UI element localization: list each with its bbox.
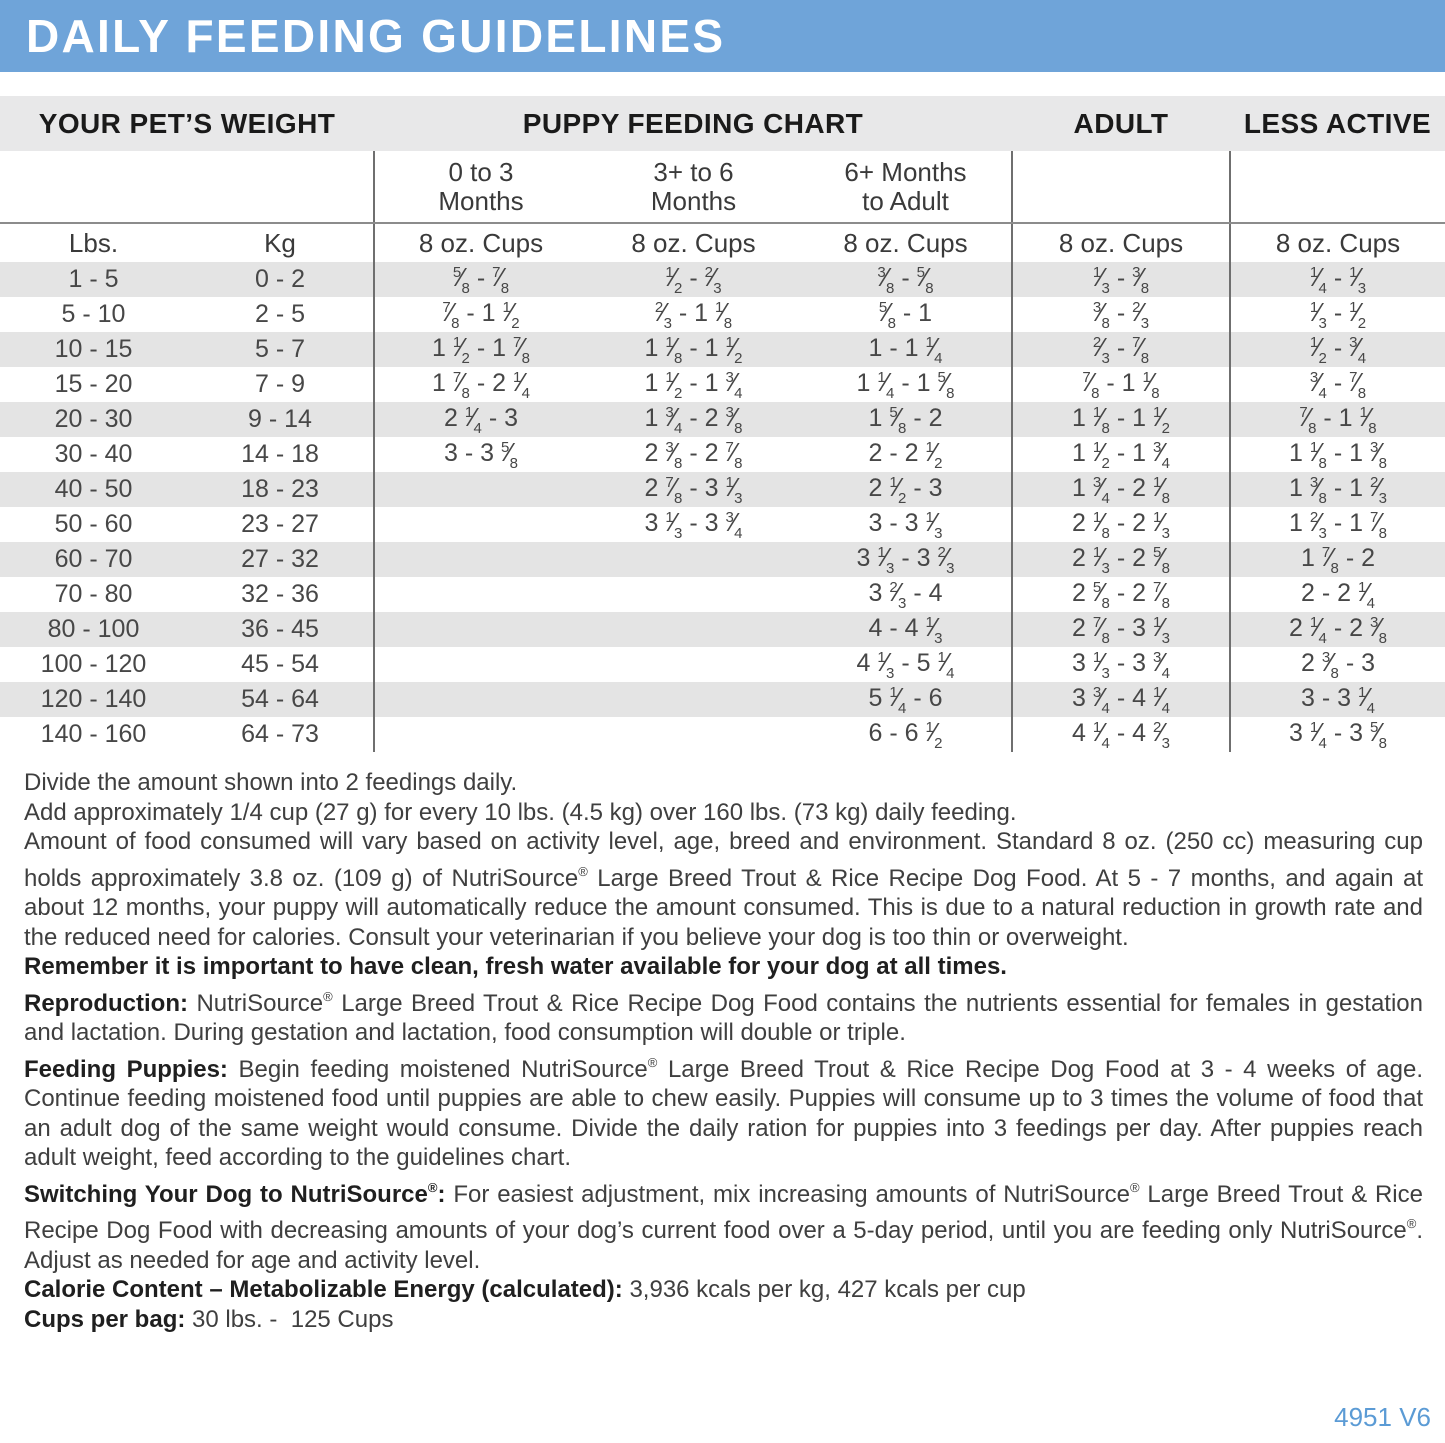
less-active-cell: $^7⁄_8 - 1$ $^1⁄_8$ bbox=[1230, 402, 1445, 437]
weight-kg-cell: 18 - 23 bbox=[187, 472, 374, 507]
weight-lbs-cell: 140 - 160 bbox=[40, 720, 147, 748]
puppy-3-6-cell bbox=[587, 682, 800, 717]
age-header-6-adult: 6+ Months to Adult bbox=[800, 151, 1012, 223]
cups-label: Cups per bag: bbox=[24, 1305, 186, 1333]
section-feeding-puppies bbox=[24, 1048, 1423, 1173]
table-row bbox=[0, 507, 1445, 542]
table-row bbox=[0, 682, 1445, 717]
age-header-less-spacer bbox=[1230, 151, 1445, 223]
adult-cell: 1 $^3⁄_4 - 2$ $^1⁄_8$ bbox=[1012, 472, 1230, 507]
weight-lbs-cell: 50 - 60 bbox=[54, 510, 133, 538]
section-text: Begin feeding moistened NutriSource® Large Breed Trout & Rice Recipe Dog Food at 3 - 4 weeks of age. Continue feeding moistened food until puppies are able to chew easily. Puppies will consume up to 3 times the volume of food that an adult dog of the same weight would consume. Divide the daily ration for puppies into 3 feedings per day. After puppies reach adult weight, feed according to the guidelines chart. bbox=[24, 1054, 1423, 1171]
weight-kg-cell: 27 - 32 bbox=[187, 542, 374, 577]
adult-cell: 2 $^1⁄_8 - 2$ $^1⁄_3$ bbox=[1012, 507, 1230, 542]
puppy-0-3-cell: 2 $^1⁄_4 - 3$ bbox=[374, 402, 587, 437]
calorie-label: Calorie Content – Metabolizable Energy (calculated): bbox=[24, 1276, 623, 1303]
weight-kg-cell: 0 - 2 bbox=[187, 262, 374, 297]
weight-kg-cell: 54 - 64 bbox=[187, 682, 374, 717]
table-row bbox=[0, 647, 1445, 682]
page-title: DAILY FEEDING GUIDELINES bbox=[26, 10, 726, 62]
form-code: 4951 V6 bbox=[1334, 1402, 1431, 1432]
puppy-3-6-cell: 1 $^1⁄_8 - 1$ $^1⁄_2$ bbox=[587, 332, 800, 367]
weight-lbs-cell: 15 - 20 bbox=[54, 370, 133, 398]
weight-lbs-cell: 30 - 40 bbox=[54, 440, 133, 468]
table-row bbox=[0, 472, 1445, 507]
weight-lbs-cell: 100 - 120 bbox=[40, 650, 147, 678]
section-reproduction bbox=[24, 982, 1423, 1048]
less-active-cell: 1 $^2⁄_3 - 1$ $^7⁄_8$ bbox=[1230, 507, 1445, 542]
puppy-6-adult-cell: 5 $^1⁄_4 - 6$ bbox=[800, 682, 1012, 717]
cups-text: 30 lbs. - 125 Cups bbox=[192, 1305, 394, 1333]
puppy-0-3-cell bbox=[374, 717, 587, 752]
puppy-6-adult-cell: 1 - 1 $^1⁄_4$ bbox=[800, 332, 1012, 367]
puppy-6-adult-cell: 1 $^1⁄_4 - 1$ $^5⁄_8$ bbox=[856, 367, 955, 402]
section-switching bbox=[24, 1173, 1423, 1276]
weight-kg-cell: 64 - 73 bbox=[241, 720, 319, 748]
weight-lbs-cell: 10 - 15 bbox=[0, 332, 187, 367]
unit-cups-3-6: 8 oz. Cups bbox=[631, 227, 756, 258]
puppy-3-6-cell bbox=[587, 577, 800, 612]
group-header-less-active: LESS ACTIVE bbox=[1230, 96, 1445, 151]
adult-cell: 1 $^1⁄_8 - 1$ $^1⁄_2$ bbox=[1012, 402, 1230, 437]
adult-cell: 2 $^7⁄_8 - 3$ $^1⁄_3$ bbox=[1012, 612, 1230, 647]
age-header-adult-spacer bbox=[1012, 151, 1230, 223]
puppy-6-adult-cell: $^5⁄_8 - 1$ bbox=[878, 297, 933, 332]
puppy-6-adult-cell: 6 - 6 $^1⁄_2$ bbox=[868, 717, 943, 752]
unit-cups-6-adult: 8 oz. Cups bbox=[843, 227, 968, 258]
weight-kg-cell: 9 - 14 bbox=[187, 402, 374, 437]
feeding-table-body bbox=[0, 262, 1445, 752]
puppy-3-6-cell: 1 $^3⁄_4 - 2$ $^3⁄_8$ bbox=[587, 402, 800, 437]
puppy-0-3-cell: $^5⁄_8$ - $^7⁄_8$ bbox=[374, 262, 587, 297]
note-paragraph: Amount of food consumed will vary based on activity level, age, breed and environment. Standard 8 oz. (250 cc) measuring cup holds approximately 3.8 oz. (109 g) of NutriSource® Large Breed Trout & Rice Recipe Dog Food. At 5 - 7 months, and again at about 12 months, your puppy will automatically reduce the amount consumed. This is due to a natural reduction in growth rate and the reduced need for calories. Consult your veterinarian if you believe your dog is too thin or overweight. bbox=[24, 828, 1423, 951]
units-row bbox=[0, 223, 1445, 262]
unit-cups-0-3: 8 oz. Cups bbox=[374, 223, 587, 262]
age-header-3-6: 3+ to 6 Months bbox=[587, 151, 800, 223]
weight-lbs-cell: 70 - 80 bbox=[54, 580, 133, 608]
note-add: Add approximately 1/4 cup (27 g) for every 10 lbs. (4.5 kg) over 160 lbs. (73 kg) daily feeding. bbox=[24, 798, 1017, 826]
less-active-cell: $^3⁄_4$ - $^7⁄_8$ bbox=[1230, 367, 1445, 402]
adult-cell: 4 $^1⁄_4 - 4$ $^2⁄_3$ bbox=[1012, 717, 1230, 752]
less-active-cell: $^1⁄_3$ - $^1⁄_2$ bbox=[1230, 297, 1445, 332]
section-label: Switching Your Dog to NutriSource®: bbox=[24, 1179, 446, 1208]
section-text: For easiest adjustment, mix increasing amounts of NutriSource® Large Breed Trout & Rice Recipe Dog Food with decreasing amounts of your dog’s current food over a 5-day period, until you are feeding only NutriSource®. Adjust as needed for age and activity level. bbox=[24, 1179, 1423, 1274]
feeding-table bbox=[0, 96, 1445, 752]
weight-lbs-cell: 80 - 100 bbox=[0, 612, 187, 647]
group-header-adult: ADULT bbox=[1012, 96, 1230, 151]
unit-cups-adult: 8 oz. Cups bbox=[1012, 223, 1230, 262]
less-active-cell: 1 $^1⁄_8 - 1$ $^3⁄_8$ bbox=[1230, 437, 1445, 472]
puppy-0-3-cell: 1 $^1⁄_2 - 1$ $^7⁄_8$ bbox=[374, 332, 587, 367]
group-header-puppy: PUPPY FEEDING CHART bbox=[374, 96, 1012, 151]
table-row bbox=[0, 332, 1445, 367]
adult-cell: $^7⁄_8 - 1$ $^1⁄_8$ bbox=[1012, 367, 1230, 402]
group-header-row bbox=[0, 96, 1445, 151]
table-row bbox=[0, 367, 1445, 402]
weight-kg-cell: 14 - 18 bbox=[241, 440, 319, 468]
weight-kg-cell: 5 - 7 bbox=[187, 332, 374, 367]
puppy-3-6-cell: 3 $^1⁄_3 - 3$ $^3⁄_4$ bbox=[644, 507, 743, 542]
puppy-6-adult-cell: 2 $^1⁄_2 - 3$ bbox=[800, 472, 1012, 507]
puppy-3-6-cell bbox=[587, 612, 800, 647]
puppy-3-6-cell bbox=[587, 717, 800, 752]
unit-lbs: Lbs. bbox=[68, 227, 119, 258]
table-row bbox=[0, 437, 1445, 472]
table-row bbox=[0, 297, 1445, 332]
puppy-3-6-cell: 1 $^1⁄_2 - 1$ $^3⁄_4$ bbox=[644, 367, 743, 402]
weight-lbs-cell: 1 - 5 bbox=[0, 262, 187, 297]
puppy-0-3-cell bbox=[374, 507, 587, 542]
puppy-0-3-cell: $^7⁄_8 - 1$ $^1⁄_2$ bbox=[374, 297, 587, 332]
table-row bbox=[0, 717, 1445, 752]
puppy-0-3-cell bbox=[374, 577, 587, 612]
note-reminder: Remember it is important to have clean, fresh water available for your dog at all times. bbox=[24, 953, 1007, 980]
puppy-0-3-cell bbox=[374, 542, 587, 577]
puppy-3-6-cell: 2 $^7⁄_8 - 3$ $^1⁄_3$ bbox=[587, 472, 800, 507]
table-row bbox=[0, 542, 1445, 577]
section-label: Reproduction: bbox=[24, 989, 188, 1017]
puppy-3-6-cell bbox=[587, 542, 800, 577]
notes-section bbox=[0, 752, 1445, 1334]
weight-lbs-cell: 40 - 50 bbox=[0, 472, 187, 507]
puppy-6-adult-cell: 2 - 2 $^1⁄_2$ bbox=[868, 437, 943, 472]
weight-kg-cell: 36 - 45 bbox=[187, 612, 374, 647]
adult-cell: $^1⁄_3$ - $^3⁄_8$ bbox=[1012, 262, 1230, 297]
less-active-cell: 2 - 2 $^1⁄_4$ bbox=[1230, 577, 1445, 612]
less-active-cell: $^1⁄_4$ - $^1⁄_3$ bbox=[1230, 262, 1445, 297]
table-row bbox=[0, 262, 1445, 297]
less-active-cell: 2 $^1⁄_4 - 2$ $^3⁄_8$ bbox=[1230, 612, 1445, 647]
puppy-6-adult-cell: 3 $^1⁄_3 - 3$ $^2⁄_3$ bbox=[800, 542, 1012, 577]
weight-lbs-cell: 60 - 70 bbox=[0, 542, 187, 577]
adult-cell: 2 $^1⁄_3 - 2$ $^5⁄_8$ bbox=[1012, 542, 1230, 577]
weight-kg-cell: 7 - 9 bbox=[254, 370, 306, 398]
puppy-6-adult-cell: 4 - 4 $^1⁄_3$ bbox=[800, 612, 1012, 647]
weight-lbs-cell: 120 - 140 bbox=[0, 682, 187, 717]
adult-cell: $^2⁄_3$ - $^7⁄_8$ bbox=[1012, 332, 1230, 367]
puppy-3-6-cell: 2 $^3⁄_8 - 2$ $^7⁄_8$ bbox=[644, 437, 743, 472]
weight-lbs-cell: 5 - 10 bbox=[61, 300, 126, 328]
age-header-spacer bbox=[0, 151, 374, 223]
adult-cell: 3 $^3⁄_4 - 4$ $^1⁄_4$ bbox=[1012, 682, 1230, 717]
cups-per-bag-line bbox=[24, 1305, 1423, 1335]
puppy-0-3-cell bbox=[374, 472, 587, 507]
note-divide: Divide the amount shown into 2 feedings daily. bbox=[24, 769, 518, 796]
less-active-cell: $^1⁄_2$ - $^3⁄_4$ bbox=[1230, 332, 1445, 367]
puppy-0-3-cell: 3 - 3 $^5⁄_8$ bbox=[374, 437, 587, 472]
puppy-6-adult-cell: 3 $^2⁄_3 - 4$ bbox=[868, 577, 943, 612]
puppy-6-adult-cell: 3 - 3 $^1⁄_3$ bbox=[868, 507, 943, 542]
puppy-0-3-cell: 1 $^7⁄_8 - 2$ $^1⁄_4$ bbox=[374, 367, 587, 402]
weight-lbs-cell: 20 - 30 bbox=[0, 402, 187, 437]
less-active-cell: 1 $^3⁄_8 - 1$ $^2⁄_3$ bbox=[1230, 472, 1445, 507]
puppy-0-3-cell bbox=[374, 647, 587, 682]
less-active-cell: 2 $^3⁄_8 - 3$ bbox=[1230, 647, 1445, 682]
weight-kg-cell: 2 - 5 bbox=[254, 300, 306, 328]
table-row bbox=[0, 577, 1445, 612]
puppy-0-3-cell bbox=[374, 612, 587, 647]
puppy-0-3-cell bbox=[374, 682, 587, 717]
section-label: Feeding Puppies: bbox=[24, 1055, 228, 1083]
table-row bbox=[0, 612, 1445, 647]
puppy-3-6-cell: $^2⁄_3 - 1$ $^1⁄_8$ bbox=[654, 297, 733, 332]
puppy-6-adult-cell: 4 $^1⁄_3 - 5$ $^1⁄_4$ bbox=[856, 647, 955, 682]
less-active-cell: 1 $^7⁄_8 - 2$ bbox=[1230, 542, 1445, 577]
age-header-row bbox=[0, 151, 1445, 223]
section-text: NutriSource® Large Breed Trout & Rice Recipe Dog Food contains the nutrients essential for females in gestation and lactation. During gestation and lactation, food consumption will double or triple. bbox=[24, 988, 1424, 1046]
puppy-6-adult-cell: $^3⁄_8$ - $^5⁄_8$ bbox=[800, 262, 1012, 297]
less-active-cell: 3 - 3 $^1⁄_4$ bbox=[1230, 682, 1445, 717]
puppy-3-6-cell: $^1⁄_2$ - $^2⁄_3$ bbox=[587, 262, 800, 297]
group-header-weight: YOUR PET’S WEIGHT bbox=[0, 96, 374, 151]
less-active-cell: 3 $^1⁄_4 - 3$ $^5⁄_8$ bbox=[1230, 717, 1445, 752]
weight-kg-cell: 23 - 27 bbox=[241, 510, 319, 538]
table-row bbox=[0, 402, 1445, 437]
unit-cups-less: 8 oz. Cups bbox=[1230, 223, 1445, 262]
adult-cell: $^3⁄_8$ - $^2⁄_3$ bbox=[1012, 297, 1230, 332]
puppy-6-adult-cell: 1 $^5⁄_8 - 2$ bbox=[800, 402, 1012, 437]
calorie-text: 3,936 kcals per kg, 427 kcals per cup bbox=[629, 1276, 1026, 1303]
weight-kg-cell: 32 - 36 bbox=[241, 580, 319, 608]
unit-kg: Kg bbox=[264, 227, 296, 258]
weight-kg-cell: 45 - 54 bbox=[241, 650, 319, 678]
age-header-0-3: 0 to 3 Months bbox=[374, 151, 587, 223]
adult-cell: 2 $^5⁄_8 - 2$ $^7⁄_8$ bbox=[1012, 577, 1230, 612]
title-bar bbox=[0, 0, 1445, 72]
adult-cell: 1 $^1⁄_2 - 1$ $^3⁄_4$ bbox=[1012, 437, 1230, 472]
puppy-3-6-cell bbox=[587, 647, 800, 682]
adult-cell: 3 $^1⁄_3 - 3$ $^3⁄_4$ bbox=[1012, 647, 1230, 682]
calorie-content-line bbox=[24, 1275, 1423, 1305]
